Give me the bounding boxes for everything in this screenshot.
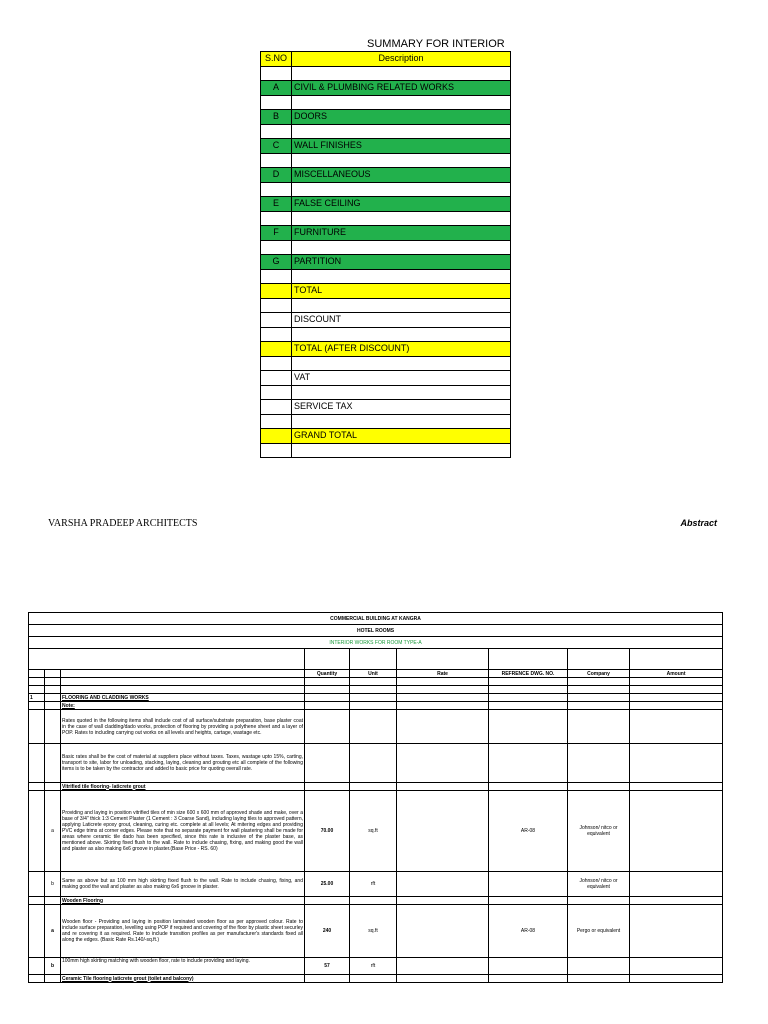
summary-blank-row — [261, 153, 511, 168]
summary-row — [261, 81, 511, 96]
section-subtitle: INTERIOR WORKS FOR ROOM TYPE-A — [29, 637, 723, 649]
unit-header: Unit — [350, 670, 397, 678]
summary-sno — [261, 313, 292, 328]
section-title: HOTEL ROOMS — [29, 625, 723, 637]
item-letter: b — [45, 958, 61, 975]
item-title: FLOORING AND CLADDING WORKS — [61, 694, 305, 702]
boq-table — [28, 612, 723, 983]
vitrified-tile-heading: Vitrified tile flooring- laticrete grout — [61, 783, 305, 791]
wooden-flooring-heading: Wooden Flooring — [61, 897, 305, 905]
summary-sno: E — [261, 197, 292, 212]
summary-header-row — [261, 52, 511, 67]
unit-cell: sq.ft — [350, 905, 397, 958]
summary-row — [261, 226, 511, 241]
summary-blank-row — [261, 66, 511, 81]
summary-blank-cell — [261, 66, 292, 81]
summary-sno — [261, 342, 292, 357]
quantity-cell: 240 — [305, 905, 350, 958]
summary-blank-row — [261, 385, 511, 400]
summary-description: FURNITURE — [292, 226, 511, 241]
summary-blank-cell — [261, 240, 292, 255]
ceramic-tile-heading: Ceramic Tile flooring laticrete grout (toilet and balcony) — [61, 975, 305, 983]
summary-row — [261, 139, 511, 154]
unit-cell: sq.ft — [350, 791, 397, 872]
summary-row — [261, 168, 511, 183]
summary-description: MISCELLANEOUS — [292, 168, 511, 183]
note-label: Note: — [61, 702, 305, 710]
company-cell: Johnson/ nitco or equivalent — [568, 872, 630, 897]
summary-blank-row — [261, 240, 511, 255]
summary-blank-cell — [292, 211, 511, 226]
summary-description: DOORS — [292, 110, 511, 125]
summary-row — [261, 400, 511, 415]
company-cell: Pergo or equivalent — [568, 905, 630, 958]
summary-title: SUMMARY FOR INTERIOR — [367, 38, 505, 50]
quantity-header: Quantity — [305, 670, 350, 678]
summary-description: TOTAL (AFTER DISCOUNT) — [292, 342, 511, 357]
summary-blank-cell — [261, 182, 292, 197]
summary-blank-row — [261, 269, 511, 284]
summary-blank-cell — [261, 414, 292, 429]
summary-sno: B — [261, 110, 292, 125]
reference-header: REFRENCE DWG. NO. — [489, 670, 568, 678]
summary-description: VAT — [292, 371, 511, 386]
summary-blank-cell — [292, 298, 511, 313]
summary-blank-cell — [292, 182, 511, 197]
summary-sno: C — [261, 139, 292, 154]
summary-row — [261, 197, 511, 212]
summary-description: CIVIL & PLUMBING RELATED WORKS — [292, 81, 511, 96]
reference-cell: AR-08 — [489, 905, 568, 958]
summary-blank-cell — [292, 66, 511, 81]
summary-description: SERVICE TAX — [292, 400, 511, 415]
summary-blank-cell — [292, 240, 511, 255]
note-paragraph-2: Basic rates shall be the cost of material at suppliers place without taxes. Taxes, wastage upto 15%, carting, transport to site, labor for unloading, stacking, laying, cleaning and grouting etc all complete of the following items is to be taken by the contractor and added to basic price for quoting overall rate. — [61, 744, 305, 783]
project-title: COMMERCIAL BUILDING AT KANGRA — [29, 613, 723, 625]
company-header: Company — [568, 670, 630, 678]
firm-name: VARSHA PRADEEP ARCHITECTS — [48, 518, 198, 529]
summary-table — [260, 51, 511, 458]
summary-sno: F — [261, 226, 292, 241]
quantity-cell: 70.00 — [305, 791, 350, 872]
item-description: 100mm high skirting matching with wooden floor, rate to include providing and laying. — [61, 958, 305, 975]
item-description: Providing and laying in position vitrified tiles of min size 600 x 600 mm of approved shade and make, over a base of 3/4" thick 1:3 Cement Plaster (1 Cement : 3 Coarse Sand), including laying tiles to approved pattern, applying Laticrete epoxy grout, cleaning, curing etc. complete at all levels; At mitering edges and providing PVC edge trims at corner edges. Please note that no separate payment for wall plastering shall be made for areas where ceramic tile dado has been specified, since this rate is inclusive of the plaster base, as mentioned above. Skirting fixed flush to the wall. Rate to include chasing, fixing, and making good the wall and plaster as also making 6x6 groove in plaster.(Base Price - RS. 60) — [61, 791, 305, 872]
description-header: Description — [292, 52, 511, 67]
quantity-cell: 25.00 — [305, 872, 350, 897]
summary-sno — [261, 284, 292, 299]
summary-blank-cell — [292, 124, 511, 139]
summary-row — [261, 371, 511, 386]
summary-blank-row — [261, 95, 511, 110]
summary-blank-row — [261, 124, 511, 139]
summary-row — [261, 429, 511, 444]
item-letter: a — [45, 905, 61, 958]
summary-row — [261, 255, 511, 270]
quantity-cell: 57 — [305, 958, 350, 975]
sno-header: S.NO — [261, 52, 292, 67]
summary-blank-cell — [261, 298, 292, 313]
column-header-row — [29, 670, 723, 678]
summary-description: WALL FINISHES — [292, 139, 511, 154]
item-letter: a — [45, 791, 61, 872]
summary-blank-cell — [261, 443, 292, 458]
summary-blank-row — [261, 298, 511, 313]
summary-blank-cell — [292, 414, 511, 429]
summary-description: DISCOUNT — [292, 313, 511, 328]
summary-blank-row — [261, 414, 511, 429]
summary-blank-row — [261, 356, 511, 371]
note-paragraph-1: Rates quoted in the following items shall include cost of all surface/substrate preparation, base plaster coat in the case of wall cladding/dado works, protection of flooring by providing a polythene sheet and a layer of POP. Rates to including carrying out works on all levels and heights, cartage, wastage etc. — [61, 710, 305, 744]
summary-blank-cell — [261, 269, 292, 284]
summary-blank-cell — [292, 385, 511, 400]
summary-sno: D — [261, 168, 292, 183]
summary-row — [261, 313, 511, 328]
summary-blank-cell — [261, 153, 292, 168]
summary-description: GRAND TOTAL — [292, 429, 511, 444]
summary-blank-cell — [261, 356, 292, 371]
company-cell: Johnson/ nitco or equivalent — [568, 791, 630, 872]
reference-cell: AR-08 — [489, 791, 568, 872]
item-letter: b — [45, 872, 61, 897]
summary-blank-cell — [261, 385, 292, 400]
summary-sno — [261, 400, 292, 415]
item-description: Wooden floor - Providing and laying in position laminated wooden floor as per approved colour. Rate to include surface preparation, levelling using POP if required and covering of the floor by plastic sheet securley and re covering it as required. Rate to include transition profiles as per manufacturer's standards fixed all along the edges. (Basic Rate Rs.140/-sq.ft.) — [61, 905, 305, 958]
summary-blank-cell — [292, 443, 511, 458]
summary-row — [261, 110, 511, 125]
summary-sno: G — [261, 255, 292, 270]
summary-description: PARTITION — [292, 255, 511, 270]
summary-blank-cell — [261, 124, 292, 139]
summary-blank-cell — [292, 269, 511, 284]
abstract-label: Abstract — [680, 518, 717, 528]
summary-blank-cell — [292, 153, 511, 168]
summary-blank-row — [261, 182, 511, 197]
summary-description: FALSE CEILING — [292, 197, 511, 212]
rate-header: Rate — [397, 670, 489, 678]
unit-cell: rft — [350, 958, 397, 975]
summary-blank-cell — [261, 327, 292, 342]
summary-description: TOTAL — [292, 284, 511, 299]
summary-blank-row — [261, 211, 511, 226]
summary-blank-cell — [292, 95, 511, 110]
summary-blank-cell — [292, 356, 511, 371]
item-number: 1 — [29, 694, 45, 702]
summary-blank-row — [261, 443, 511, 458]
summary-sno: A — [261, 81, 292, 96]
amount-header: Amount — [630, 670, 723, 678]
summary-blank-row — [261, 327, 511, 342]
item-description: Same as above but as 100 mm high skirting fixed flush to the wall. Rate to include chasing, fixing, and making good the wall and plaster as also making 6x6 groove in plaster. — [61, 872, 305, 897]
summary-blank-cell — [261, 95, 292, 110]
summary-sno — [261, 371, 292, 386]
summary-sno — [261, 429, 292, 444]
summary-blank-cell — [261, 211, 292, 226]
summary-row — [261, 284, 511, 299]
summary-blank-cell — [292, 327, 511, 342]
unit-cell: rft — [350, 872, 397, 897]
summary-row — [261, 342, 511, 357]
